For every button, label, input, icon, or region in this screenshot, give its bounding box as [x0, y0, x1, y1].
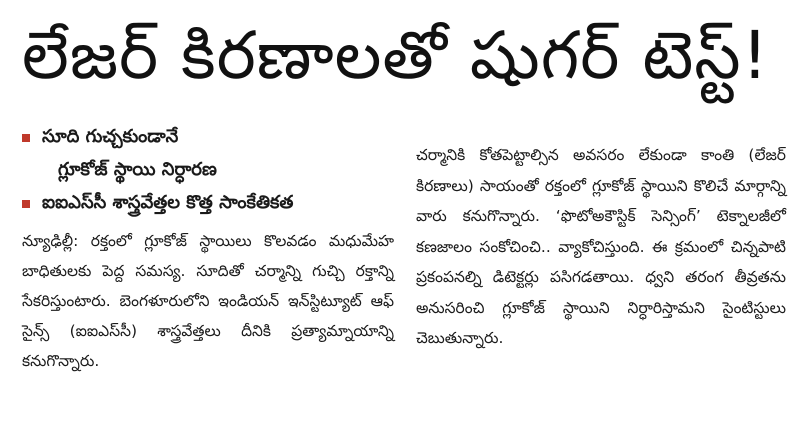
bullet-2-line-1: ఐఐఎస్‌సీ శాస్త్రవేత్తల కొత్త సాంకేతికత [42, 191, 294, 213]
left-body-paragraph: న్యూఢిల్లీ: రక్తంలో గ్లూకోజ్ స్థాయిలు కొలవడం మధుమేహ బాధితులకు పెద్ద సమస్య. సూదితో చర్మాన్ని గుచ్చి రక్తాన్ని సేకరిస్తుంటారు. బెంగళూరులోని ఇండియన్ ఇన్‌స్టిట్యూట్ ఆఫ్ సైన్స్ (ఐఐఎస్‌సీ) శాస్త్రవేత్తలు దీనికి ప్రత్యామ్నాయాన్ని కనుగొన్నారు. [22, 232, 394, 370]
right-body-paragraph: చర్మానికి కోతపెట్టాల్సిన అవసరం లేకుండా కాంతి (లేజర్ కిరణాలు) సాయంతో రక్తంలో గ్లూకోజ్ స్థాయిని కొలిచే మార్గాన్ని వారు కనుగొన్నారు. ‘ఫొటోఅకౌస్టిక్ సెన్సింగ్’ టెక్నాలజీలో కణజాలం సంకోచించి.. వ్యాకోచిస్తుంది. ఈ క్రమంలో చిన్నపాటి ప్రకంపనల్ని డిటెక్టర్లు పసిగడతాయి. ధ్వని తరంగ తీవ్రతను అనుసరించి గ్లూకోజ్ స్థాయిని నిర్ధారిస్తామని సైంటిస్టులు చెబుతున్నారు. [416, 146, 786, 347]
headline: లేజర్ కిరణాలతో షుగర్ టెస్ట్! [22, 17, 770, 94]
bullet-point-1-continuation [22, 154, 394, 188]
right-column [416, 140, 786, 354]
bullet-point-2 [22, 188, 394, 220]
bullet-1-line-2: గ్లూకోజ్ స్థాయి నిర్ధారణ [58, 158, 217, 180]
bullet-square-icon [22, 134, 30, 142]
bullet-1-line-1: సూది గుచ్చకుండానే [42, 125, 179, 147]
bullet-point-1 [22, 122, 394, 154]
bullet-square-icon [22, 200, 30, 208]
left-column [22, 122, 394, 376]
